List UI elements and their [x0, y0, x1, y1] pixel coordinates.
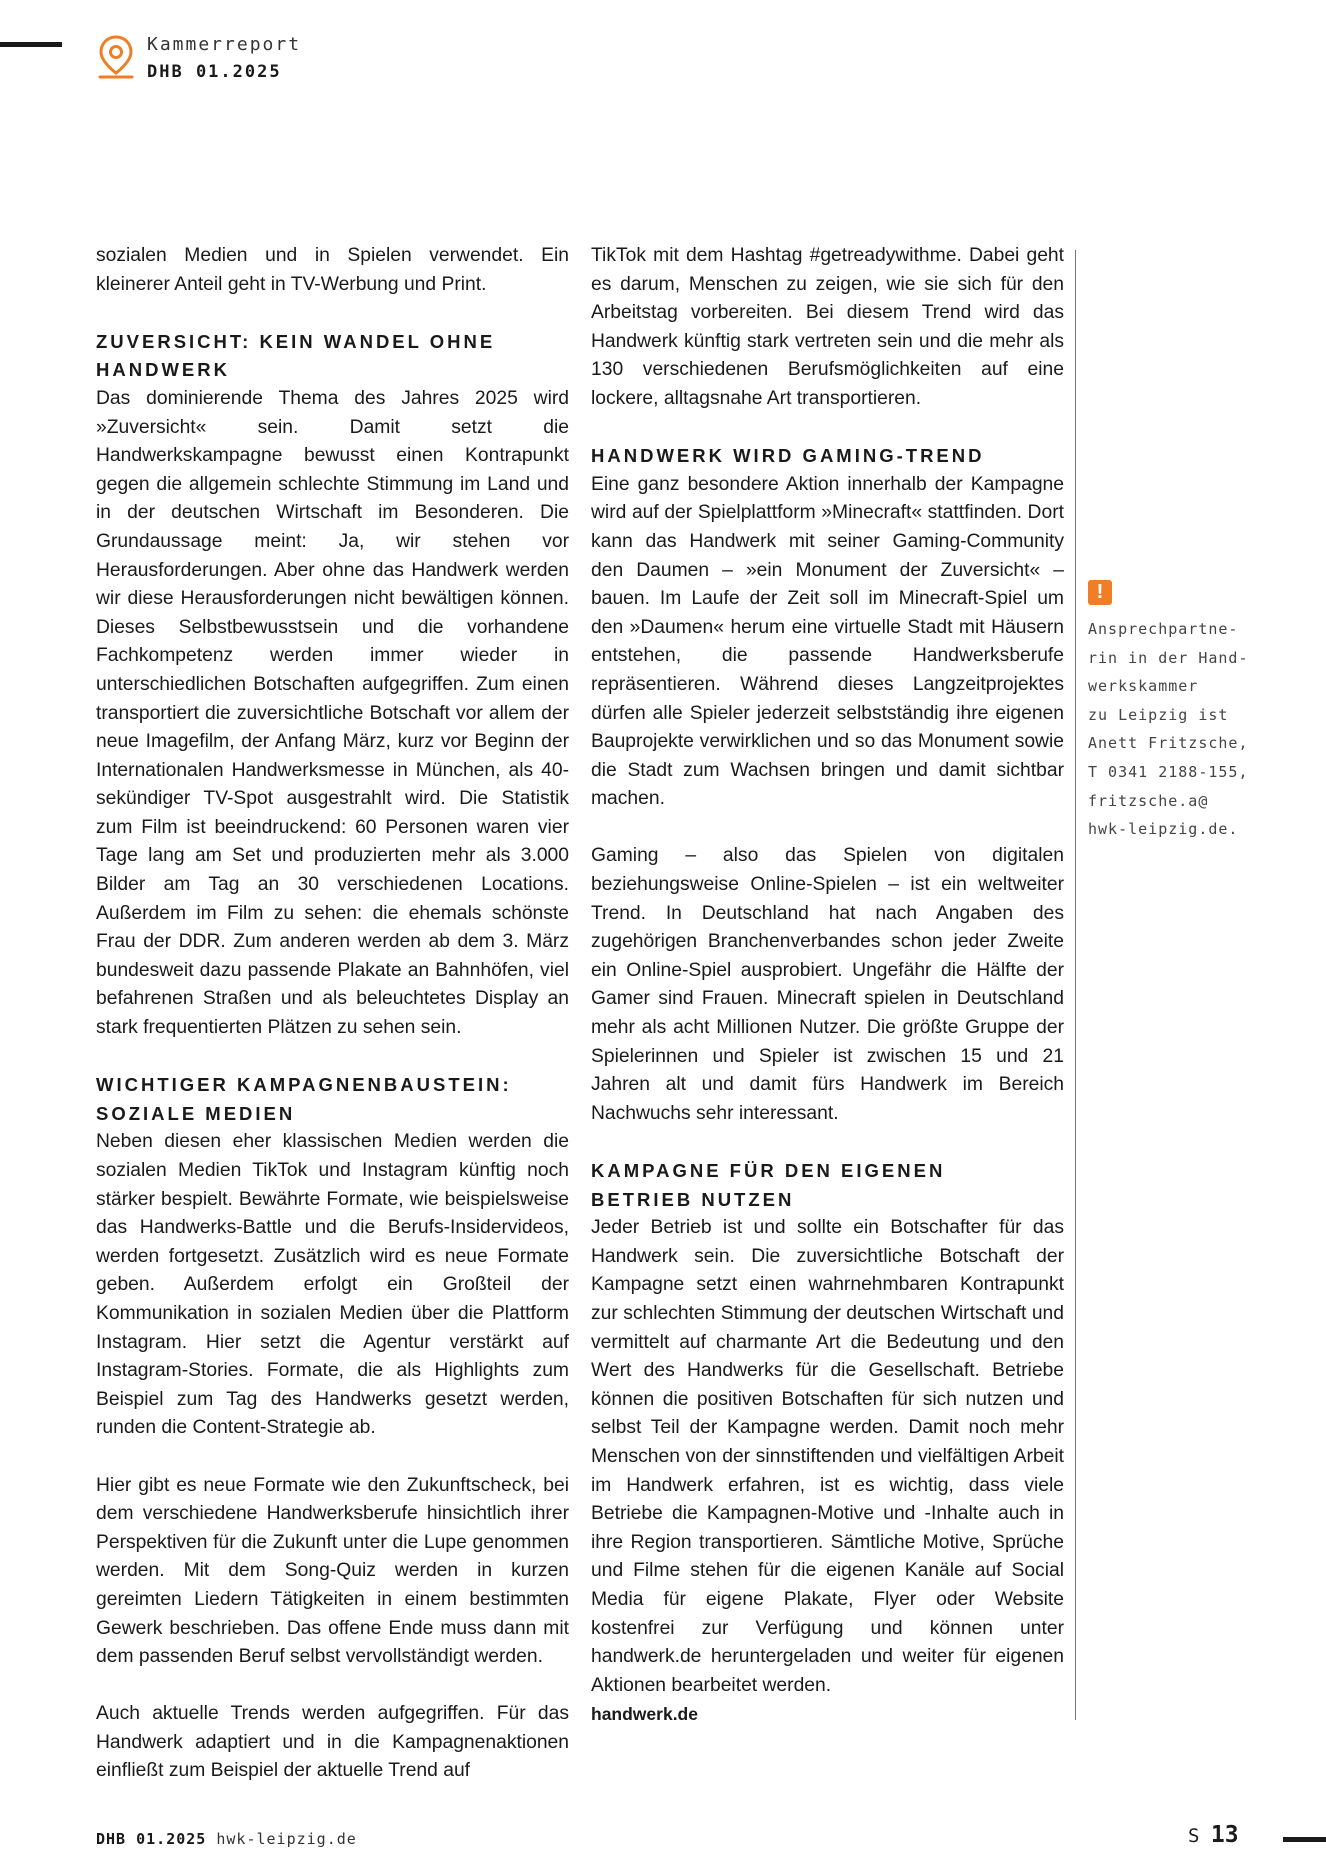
contact-phone: T 0341 2188-155, [1088, 762, 1249, 781]
contact-info [1088, 615, 1298, 844]
heading-soziale-medien-line1: WICHTIGER KAMPAGNENBAUSTEIN: [96, 1074, 512, 1096]
paragraph-eigener-betrieb: Jeder Betrieb ist und sollte ein Botschafter für das Handwerk sein. Die zuversichtliche Botschaft der Kampagne setzt einen wahrnehmbaren Kontrapunkt zur schlechten Stimmung der deutschen Wirtschaft und vermittelt auf charmante Art die Bedeutung und den Wert des Handwerks für die Gesellschaft. Betriebe können die positiven Botschaften für sich nutzen und selbst Teil der Kampagne werden. Damit noch mehr Menschen von der sinnstiftenden und vielfältigen Arbeit im Handwerk erfahren, ist es wichtig, dass viele Betriebe die Kampagnen-Motive und -Inhalte auch in ihre Region transportieren. Sämtliche Motive, Sprüche und Filme stehen für die eigenen Kanäle auf Social Media für eigene Plakate, Flyer oder Website kostenfrei zur Verfügung und können unter handwerk.de heruntergeladen und weiter für eigenen Aktionen bearbeitet werden. [591, 1217, 1064, 1696]
paragraph-gaming: Gaming – also das Spielen von digitalen beziehungsweise Online-Spielen – ist ein weltweiter Trend. In Deutschland hat nach Angaben des zugehörigen Branchenverbandes schon jeder Zweite ein Online-Spiel ausprobiert. Ungefähr die Hälfte der Gamer sind Frauen. Minecraft spielen in Deutschland mehr als acht Millionen Nutzer. Die größte Gruppe der Spielerinnen und Spieler ist zwischen 15 und 21 Jahren alt und damit fürs Handwerk im Bereich Nachwuchs sehr interessant. [591, 845, 1064, 1124]
source-link[interactable]: handwerk.de [591, 1704, 698, 1725]
top-left-rule [0, 42, 62, 47]
contact-line: zu Leipzig ist [1088, 705, 1229, 724]
exclamation-icon: ! [1088, 580, 1112, 605]
heading-soziale-medien-line2: SOZIALE MEDIEN [96, 1102, 296, 1124]
page-prefix: S [1188, 1825, 1200, 1847]
heading-eigener-betrieb-line2: BETRIEB NUTZEN [591, 1188, 795, 1210]
contact-line: Anett Fritzsche, [1088, 734, 1249, 753]
header-section-title: Kammerreport [147, 34, 302, 55]
sidebar-divider [1075, 250, 1076, 1720]
heading-gaming-trend: HANDWERK WIRD GAMING-TREND [591, 445, 985, 467]
paragraph-intro: sozialen Medien und in Spielen verwendet. Ein kleinerer Anteil geht in TV-Werbung und Print. [96, 245, 569, 295]
bottom-right-rule [1283, 1837, 1326, 1842]
footer-site[interactable]: hwk-leipzig.de [216, 1830, 357, 1848]
article-column-right [591, 242, 1064, 1729]
paragraph-zuversicht: Das dominierende Thema des Jahres 2025 wird »Zuversicht« sein. Damit setzt die Handwerkskampagne bewusst einen Kontrapunkt gegen die allgemein schlechte Stimmung im Land und in der deutschen Wirtschaft im Besonderen. Die Grundaussage meint: Ja, wir stehen vor Herausforderungen. Aber ohne das Handwerk werden wir diese Herausforderungen nicht bewältigen können. Dieses Selbstbewusstsein und die vorhandene Fachkompetenz werden immer wieder in unterschiedlichen Botschaften aufgegriffen. Zum einen transportiert die zuversichtliche Botschaft vor allem der neue Imagefilm, der Anfang März, kurz vor Beginn der Internationalen Handwerksmesse in München, als 40-sekündiger TV-Spot ausgestrahlt wird. Die Statistik zum Film ist beeindruckend: 60 Personen waren vier Tage lang am Set und produzierten mehr als 3.000 Bilder am Tag an 30 verschiedenen Locations. Außerdem im Film zu sehen: die ehemals schönste Frau der DDR. Zum anderen werden ab dem 3. März bundesweit dazu passende Plakate an Bahnhöfen, viel befahrenen Straßen und als beleuchtetes Display an stark frequentierten Plätzen zu sehen sein. [96, 387, 569, 1039]
footer [96, 1830, 357, 1848]
contact-line: werkskammer [1088, 677, 1199, 696]
contact-line: Ansprechpartne- [1088, 620, 1239, 638]
paragraph-neue-formate: Hier gibt es neue Formate wie den Zukunftscheck, bei dem verschiedene Handwerksberufe hinsichtlich ihrer Perspektiven für die Zukunft unter die Lupe genommen werden. Mit dem Song-Quiz werden in kurzen gereimten Liedern Tätigkeiten in einem bestimmten Gewerk beschrieben. Das offene Ende muss dann mit dem passenden Beruf selbst vervollständigt werden. [96, 1474, 569, 1668]
heading-zuversicht: ZUVERSICHT: KEIN WANDEL OHNE HANDWERK [96, 330, 496, 381]
paragraph-minecraft: Eine ganz besondere Aktion innerhalb der Kampagne wird auf der Spielplattform »Minecraft« stattfinden. Dort kann das Handwerk mit seiner Gaming-Community den Daumen – »ein Monument der Zuversicht« – bauen. Im Laufe der Zeit soll im Minecraft-Spiel um den »Daumen« herum eine virtuelle Stadt mit Häusern entstehen, die passende Handwerksberufe repräsentieren. Während dieses Langzeitprojektes dürfen alle Spieler jederzeit selbstständig ihre eigenen Bauprojekte verwirklichen und so das Monument sowie die Stadt zum Wachsen bringen und damit sichtbar machen. [591, 473, 1064, 810]
contact-email-part2[interactable]: hwk-leipzig.de. [1088, 820, 1239, 839]
heading-eigener-betrieb-line1: KAMPAGNE FÜR DEN EIGENEN [591, 1160, 946, 1181]
contact-line: rin in der Hand- [1088, 648, 1249, 667]
paragraph-tiktok: TikTok mit dem Hashtag #getreadywithme. Dabei geht es darum, Menschen zu zeigen, wie sie sich für den Arbeitstag vorbereiten. Bei diesem Trend wird das Handwerk künftig stark vertreten sein und die mehr als 130 verschiedenen Berufsmöglichkeiten auf eine lockere, alltagsnahe Art transportieren. [591, 245, 1064, 409]
contact-email-part1[interactable]: fritzsche.a@ [1088, 791, 1209, 810]
page-number-value: 13 [1210, 1822, 1239, 1848]
page-number [1188, 1822, 1239, 1848]
paragraph-soziale-medien: Neben diesen eher klassischen Medien werden die sozialen Medien TikTok und Instagram künftig noch stärker bespielt. Bewährte Formate, wie beispielsweise das Handwerks-Battle und die Berufs-Insidervideos, werden fortgesetzt. Zusätzlich wird es neue Formate geben. Außerdem erfolgt ein Großteil der Kommunikation in sozialen Medien über die Plattform Instagram. Hier setzt die Agentur verstärkt auf Instagram-Stories. Formate, die als Highlights zum Beispiel zum Tag des Handwerks gesetzt werden, runden die Content-Strategie ab. [96, 1131, 569, 1439]
header-issue: DHB 01.2025 [147, 62, 282, 82]
location-pin-icon [96, 34, 136, 80]
article-column-left [96, 242, 569, 1786]
footer-issue: DHB 01.2025 [96, 1830, 207, 1848]
paragraph-trends: Auch aktuelle Trends werden aufgegriffen. Für das Handwerk adaptiert und in die Kampagnenaktionen einfließt zum Beispiel der aktuelle Trend auf [96, 1703, 569, 1782]
